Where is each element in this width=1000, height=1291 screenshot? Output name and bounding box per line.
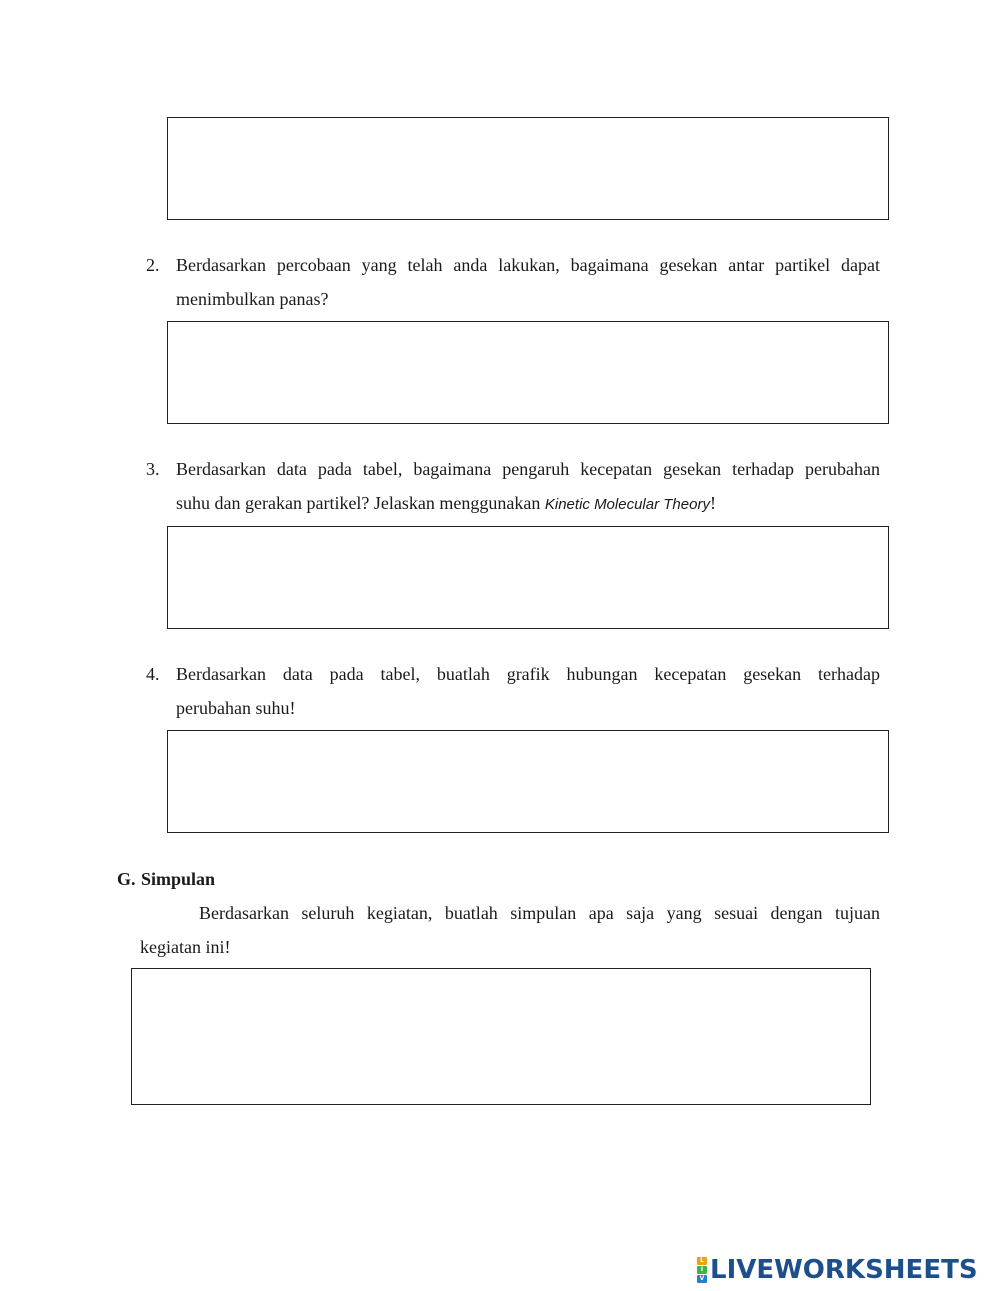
question-text: menimbulkan panas? bbox=[176, 289, 329, 309]
question-text bbox=[176, 486, 880, 522]
logo-block-v: V bbox=[697, 1275, 707, 1283]
section-letter: G. bbox=[117, 869, 136, 889]
answer-box-4[interactable] bbox=[167, 730, 889, 833]
section-title: Simpulan bbox=[141, 869, 216, 889]
question-text: Berdasarkan percobaan yang telah anda lakukan, bagaimana gesekan antar partikel dapat bbox=[176, 255, 880, 275]
question-3 bbox=[146, 452, 880, 522]
liveworksheets-logo bbox=[697, 1254, 978, 1286]
question-text: Berdasarkan data pada tabel, bagaimana pengaruh kecepatan gesekan terhadap perubahan bbox=[176, 459, 880, 479]
conclusion-answer-box[interactable] bbox=[131, 968, 871, 1105]
question-text: perubahan suhu! bbox=[176, 698, 296, 718]
theory-name: Kinetic Molecular Theory bbox=[544, 496, 710, 513]
question-number: 3. bbox=[146, 459, 160, 479]
answer-box-3[interactable] bbox=[167, 526, 889, 629]
question-text: Berdasarkan data pada tabel, buatlah grafik hubungan kecepatan gesekan terhadap bbox=[176, 664, 880, 684]
section-heading bbox=[117, 864, 215, 894]
question-text-part: ! bbox=[709, 493, 716, 513]
logo-block-i: I bbox=[697, 1266, 707, 1274]
question-text-part: suhu dan gerakan partikel? Jelaskan menggunakan bbox=[176, 493, 545, 513]
logo-text: LIVEWORKSHEETS bbox=[710, 1255, 978, 1285]
question-number: 2. bbox=[146, 255, 160, 275]
section-text: kegiatan ini! bbox=[140, 937, 231, 957]
answer-box-2[interactable] bbox=[167, 321, 889, 424]
logo-block-l: L bbox=[697, 1257, 707, 1265]
question-number: 4. bbox=[146, 664, 160, 684]
section-body bbox=[140, 896, 880, 964]
answer-box-1[interactable] bbox=[167, 117, 889, 220]
section-text: Berdasarkan seluruh kegiatan, buatlah simpulan apa saja yang sesuai dengan tujuan bbox=[199, 903, 880, 923]
logo-icon bbox=[697, 1257, 707, 1283]
question-4 bbox=[146, 657, 880, 725]
question-2 bbox=[146, 248, 880, 316]
